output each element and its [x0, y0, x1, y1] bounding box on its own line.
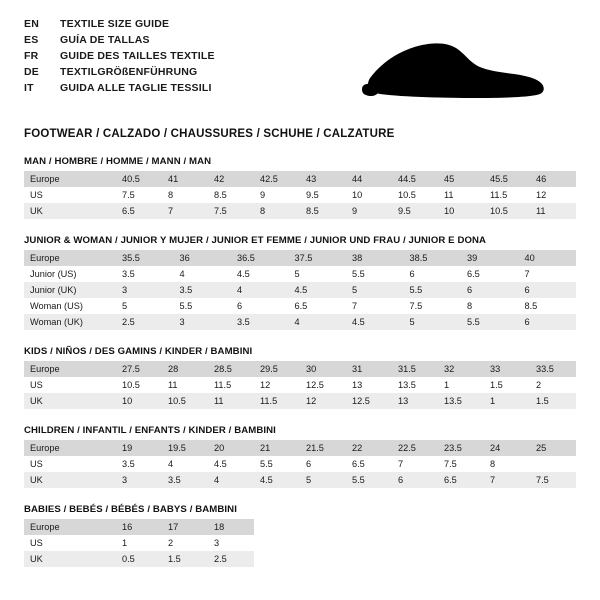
row-label: Junior (US): [24, 266, 116, 282]
cell: 11.5: [254, 393, 300, 409]
row-label: Junior (UK): [24, 282, 116, 298]
cell-empty: [438, 519, 484, 535]
cell: 40: [519, 250, 577, 266]
cell: 19: [116, 440, 162, 456]
block-title: KIDS / NIÑOS / DES GAMINS / KINDER / BAMBINI: [24, 346, 253, 357]
cell: 4.5: [289, 282, 347, 298]
cell: 13.5: [438, 393, 484, 409]
cell: 0.5: [116, 551, 162, 567]
cell: 5.5: [254, 456, 300, 472]
cell: 44.5: [392, 171, 438, 187]
language-code: EN: [24, 18, 39, 30]
row-label: UK: [24, 551, 116, 567]
cell: 8.5: [300, 203, 346, 219]
table-row: [24, 171, 576, 187]
cell: 12: [254, 377, 300, 393]
cell: 10: [116, 393, 162, 409]
cell: 5: [346, 282, 404, 298]
row-label: UK: [24, 203, 116, 219]
cell: 11: [438, 187, 484, 203]
language-row: [24, 66, 215, 82]
table-row: [24, 551, 576, 567]
table-row: [24, 266, 576, 282]
cell: 36: [174, 250, 232, 266]
cell: 38: [346, 250, 404, 266]
cell: 9.5: [392, 203, 438, 219]
cell: 3: [174, 314, 232, 330]
cell-empty: [438, 551, 484, 567]
cell: 6.5: [346, 456, 392, 472]
cell: 9: [254, 187, 300, 203]
cell: 10.5: [484, 203, 530, 219]
table-row: [24, 203, 576, 219]
cell: 17: [162, 519, 208, 535]
page-header: [24, 18, 576, 118]
size-block-kids: [24, 346, 576, 409]
language-title: TEXTILE SIZE GUIDE: [60, 18, 170, 30]
row-label: UK: [24, 472, 116, 488]
cell: 11: [162, 377, 208, 393]
cell: 5.5: [346, 472, 392, 488]
block-title: JUNIOR & WOMAN / JUNIOR Y MUJER / JUNIOR ET FEMME / JUNIOR UND FRAU / JUNIOR E DONA: [24, 235, 487, 246]
cell: 3.5: [231, 314, 289, 330]
cell: 3.5: [116, 456, 162, 472]
cell: 43: [300, 171, 346, 187]
cell: 13: [346, 377, 392, 393]
cell: 45.5: [484, 171, 530, 187]
cell: 5.5: [461, 314, 519, 330]
cell: 5.5: [346, 266, 404, 282]
size-table-man: [24, 171, 576, 219]
cell: 37.5: [289, 250, 347, 266]
cell: 3: [116, 282, 174, 298]
cell: 1: [484, 393, 530, 409]
cell: 8: [461, 298, 519, 314]
cell-empty: [300, 535, 346, 551]
cell: 27.5: [116, 361, 162, 377]
table-row: [24, 361, 576, 377]
cell: 6.5: [289, 298, 347, 314]
cell-empty: [484, 519, 530, 535]
cell: 12: [530, 187, 576, 203]
cell-empty: [254, 551, 300, 567]
cell: 2: [530, 377, 576, 393]
cell-empty: [346, 519, 392, 535]
cell-empty: [346, 551, 392, 567]
cell: 13: [392, 393, 438, 409]
language-title: GUIDE DES TAILLES TEXTILE: [60, 50, 215, 62]
dress-shoe-icon: [356, 34, 546, 106]
row-label: Europe: [24, 519, 116, 535]
table-row: [24, 250, 576, 266]
cell: 7: [346, 298, 404, 314]
cell: 39: [461, 250, 519, 266]
cell: 21.5: [300, 440, 346, 456]
cell-empty: [254, 519, 300, 535]
cell: 10.5: [392, 187, 438, 203]
table-row: [24, 535, 576, 551]
cell: 3: [116, 472, 162, 488]
cell: 8: [254, 203, 300, 219]
cell: 11.5: [484, 187, 530, 203]
cell-empty: [346, 535, 392, 551]
cell: 29.5: [254, 361, 300, 377]
cell: 13.5: [392, 377, 438, 393]
cell: 7: [519, 266, 577, 282]
cell: 10.5: [116, 377, 162, 393]
cell: 7.5: [208, 203, 254, 219]
cell: 22: [346, 440, 392, 456]
cell: 12.5: [300, 377, 346, 393]
table-row: [24, 377, 576, 393]
cell-empty: [254, 535, 300, 551]
cell: 6: [231, 298, 289, 314]
row-label: US: [24, 187, 116, 203]
footwear-section-title: FOOTWEAR / CALZADO / CHAUSSURES / SCHUHE / CALZATURE: [24, 128, 395, 140]
size-table-babies: [24, 519, 576, 567]
row-label: Europe: [24, 171, 116, 187]
language-code: IT: [24, 82, 34, 94]
cell: 8.5: [519, 298, 577, 314]
cell: 28.5: [208, 361, 254, 377]
cell: 1.5: [530, 393, 576, 409]
cell: 32: [438, 361, 484, 377]
language-row: [24, 50, 215, 66]
cell: 22.5: [392, 440, 438, 456]
cell: 44: [346, 171, 392, 187]
cell: 4: [208, 472, 254, 488]
cell: 8: [484, 456, 530, 472]
table-row: [24, 282, 576, 298]
table-row: [24, 456, 576, 472]
block-title: MAN / HOMBRE / HOMME / MANN / MAN: [24, 156, 212, 167]
cell: 9.5: [300, 187, 346, 203]
cell: 18: [208, 519, 254, 535]
block-title: CHILDREN / INFANTIL / ENFANTS / KINDER / BAMBINI: [24, 425, 276, 436]
cell: 3.5: [174, 282, 232, 298]
cell: 33.5: [530, 361, 576, 377]
cell: 4.5: [346, 314, 404, 330]
cell: 4: [174, 266, 232, 282]
cell: 5: [116, 298, 174, 314]
cell: 6: [392, 472, 438, 488]
language-title-list: [24, 18, 215, 98]
cell: 6: [300, 456, 346, 472]
cell-empty: [484, 535, 530, 551]
cell: 41: [162, 171, 208, 187]
cell-empty: [438, 535, 484, 551]
size-table-junior-woman: [24, 250, 576, 330]
table-row: [24, 187, 576, 203]
table-row: [24, 393, 576, 409]
cell: 21: [254, 440, 300, 456]
cell: 6: [404, 266, 462, 282]
row-label: US: [24, 456, 116, 472]
cell: 31: [346, 361, 392, 377]
cell: 23.5: [438, 440, 484, 456]
cell: 4: [289, 314, 347, 330]
cell: 1.5: [484, 377, 530, 393]
cell: 9: [346, 203, 392, 219]
cell: 5: [300, 472, 346, 488]
cell: 46: [530, 171, 576, 187]
row-label: UK: [24, 393, 116, 409]
table-row: [24, 440, 576, 456]
row-label: US: [24, 535, 116, 551]
cell-empty: [392, 535, 438, 551]
cell: 31.5: [392, 361, 438, 377]
cell-empty: [392, 519, 438, 535]
cell: 8: [162, 187, 208, 203]
row-label: Europe: [24, 440, 116, 456]
cell: 1: [116, 535, 162, 551]
cell: 1.5: [162, 551, 208, 567]
cell: 6: [519, 282, 577, 298]
language-title: GUÍA DE TALLAS: [60, 34, 150, 46]
language-title: GUIDA ALLE TAGLIE TESSILI: [60, 82, 212, 94]
table-row: [24, 314, 576, 330]
cell: 4: [162, 456, 208, 472]
cell: 1: [438, 377, 484, 393]
table-row: [24, 298, 576, 314]
cell: 11.5: [208, 377, 254, 393]
size-block-junior-woman: [24, 235, 576, 330]
language-row: [24, 18, 215, 34]
cell: 40.5: [116, 171, 162, 187]
cell: 3.5: [116, 266, 174, 282]
cell: 4: [231, 282, 289, 298]
cell: 19.5: [162, 440, 208, 456]
cell: 36.5: [231, 250, 289, 266]
row-label: Europe: [24, 361, 116, 377]
cell: 7.5: [116, 187, 162, 203]
cell: 7: [392, 456, 438, 472]
cell: 5: [289, 266, 347, 282]
size-table-children: [24, 440, 576, 488]
size-block-man: [24, 156, 576, 219]
cell: 7: [162, 203, 208, 219]
cell: 3: [208, 535, 254, 551]
cell: 7.5: [404, 298, 462, 314]
cell: 12: [300, 393, 346, 409]
cell: 25: [530, 440, 576, 456]
cell: 6.5: [461, 266, 519, 282]
cell: [530, 456, 576, 472]
cell: 5.5: [174, 298, 232, 314]
cell: 6: [461, 282, 519, 298]
language-code: FR: [24, 50, 39, 62]
language-row: [24, 82, 215, 98]
cell-empty: [300, 519, 346, 535]
cell: 3.5: [162, 472, 208, 488]
cell: 38.5: [404, 250, 462, 266]
cell: 20: [208, 440, 254, 456]
cell-empty: [392, 551, 438, 567]
cell: 6: [519, 314, 577, 330]
cell-empty: [530, 519, 576, 535]
table-row: [24, 472, 576, 488]
cell: 42: [208, 171, 254, 187]
cell: 6.5: [116, 203, 162, 219]
size-block-babies: [24, 504, 576, 567]
cell: 10: [346, 187, 392, 203]
cell: 7: [484, 472, 530, 488]
cell-empty: [300, 551, 346, 567]
cell: 12.5: [346, 393, 392, 409]
cell: 2.5: [208, 551, 254, 567]
size-table-kids: [24, 361, 576, 409]
cell: 45: [438, 171, 484, 187]
language-code: ES: [24, 34, 39, 46]
size-block-children: [24, 425, 576, 488]
cell: 11: [530, 203, 576, 219]
cell: 2: [162, 535, 208, 551]
cell: 42.5: [254, 171, 300, 187]
table-row: [24, 519, 576, 535]
cell: 4.5: [254, 472, 300, 488]
cell: 10.5: [162, 393, 208, 409]
row-label: Europe: [24, 250, 116, 266]
cell: 5.5: [404, 282, 462, 298]
cell: 16: [116, 519, 162, 535]
row-label: US: [24, 377, 116, 393]
row-label: Woman (UK): [24, 314, 116, 330]
cell: 6.5: [438, 472, 484, 488]
cell: 4.5: [208, 456, 254, 472]
cell: 10: [438, 203, 484, 219]
cell-empty: [484, 551, 530, 567]
language-code: DE: [24, 66, 39, 78]
cell: 7.5: [438, 456, 484, 472]
cell: 11: [208, 393, 254, 409]
cell: 4.5: [231, 266, 289, 282]
cell: 7.5: [530, 472, 576, 488]
cell: 24: [484, 440, 530, 456]
cell-empty: [530, 551, 576, 567]
language-title: TEXTILGRÖßENFÜHRUNG: [60, 66, 198, 78]
cell: 28: [162, 361, 208, 377]
block-title: BABIES / BEBÉS / BÉBÉS / BABYS / BAMBINI: [24, 504, 237, 515]
row-label: Woman (US): [24, 298, 116, 314]
cell: 33: [484, 361, 530, 377]
language-row: [24, 34, 215, 50]
cell: 30: [300, 361, 346, 377]
cell: 2.5: [116, 314, 174, 330]
cell-empty: [530, 535, 576, 551]
cell: 5: [404, 314, 462, 330]
cell: 35.5: [116, 250, 174, 266]
cell: 8.5: [208, 187, 254, 203]
